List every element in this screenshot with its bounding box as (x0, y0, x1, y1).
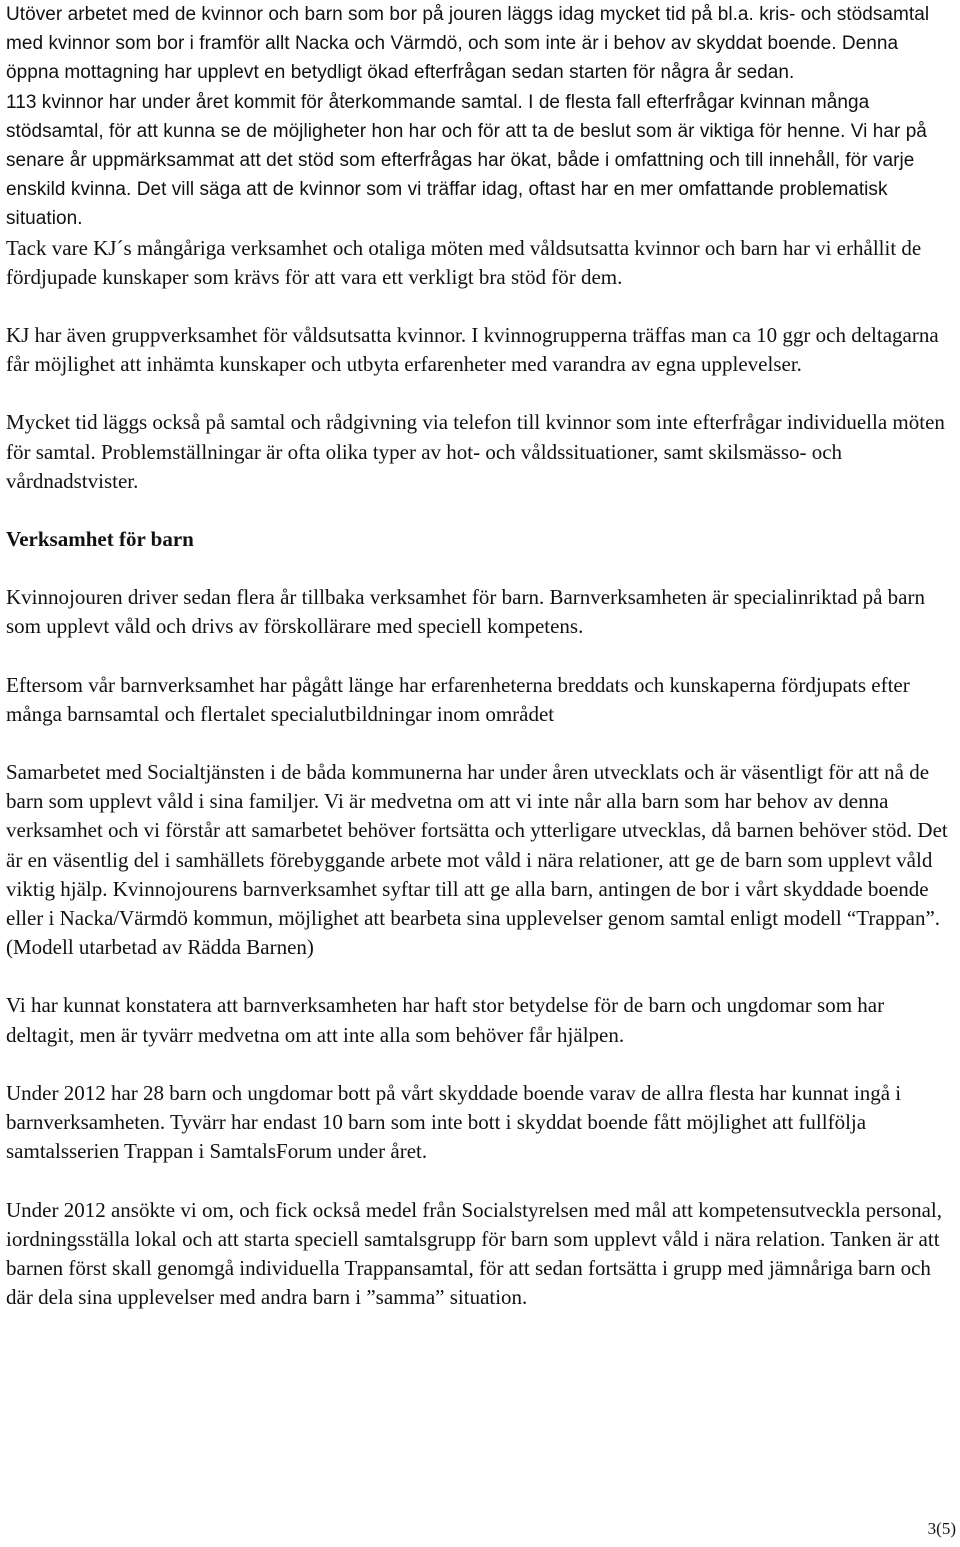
paragraph-samarbete-socialtjansten: Samarbetet med Socialtjänsten i de båda kommunerna har under åren utvecklats och är väsentligt för att nå de barn som upplevt våld i sina familjer. Vi är medvetna om att vi inte når alla barn som har behov av denna verksamhet och vi förstår att samarbetet behöver fortsätta och ytterligare utvecklas, då barnen behöver stöd. Det är en väsentlig del i samhällets förebyggande arbete mot våld i nära relationer, att ge de barn som upplevt våld viktig hjälp. Kvinnojourens barnverksamhet syftar till att ge alla barn, antingen de bor i vårt skyddade boende eller i Nacka/Värmdö kommun, möjlighet att bearbeta sina upplevelser genom samtal enligt modell “Trappan”. (Modell utarbetad av Rädda Barnen) (6, 760, 948, 960)
paragraph-2012-barn: Under 2012 har 28 barn och ungdomar bott på vårt skyddade boende varav de allra flesta har kunnat ingå i barnverksamheten. Tyvärr har endast 10 barn som inte bott i skyddat boende fått möjlighet att fullfölja samtalsserien Trappan i SamtalsForum under året. (6, 1080, 902, 1164)
paragraph-telefonradgivning: Mycket tid läggs också på samtal och rådgivning via telefon till kvinnor som inte efterfrågar individuella möten för samtal. Problemställningar är ofta olika typer av hot- och våldssituationer, samt skilsmässo- och vårdnadstvister. (6, 410, 945, 493)
paragraph-barnverksamhet-intro: Kvinnojouren driver sedan flera år tillbaka verksamhet för barn. Barnverksamheten är specialinriktad på barn som upplevt våld och drivs av förskollärare med speciell kompetens. (6, 585, 925, 639)
paragraph-aterkommande-samtal: 113 kvinnor har under året kommit för återkommande samtal. I de flesta fall efterfrågar kvinnan många stödsamtal, för att kunna se de möjligheter hon har och för att ta de beslut som är viktiga för henne. Vi har på senare år uppmärksammat att det stöd som efterfrågas har ökat, både i omfattning och till innehåll, för varje enskild kvinna. Det vill säga att de kvinnor som vi träffar idag, oftast har en mer omfattande problematisk situation. (6, 91, 927, 230)
section-heading-barn: Verksamhet för barn (6, 527, 194, 552)
paragraph-2012-ansokan: Under 2012 ansökte vi om, och fick också medel från Socialstyrelsen med mål att kompetensutveckla personal, iordningsställa lokal och att starta speciell samtalsgrupp för barn som upplevt våld i nära relation. Tanken är att barnen först skall genomgå individuella Trappansamtal, för att sedan fortsätta i grupp med jämnåriga barn och där dela sina upplevelser med andra barn i ”samma” situation. (6, 1197, 942, 1310)
page-number: 3(5) (927, 1519, 956, 1538)
paragraph-gruppverksamhet: KJ har även gruppverksamhet för våldsutsatta kvinnor. I kvinnogrupperna träffas man ca 10 ggr och deltagarna får möjlighet att inhämta kunskaper och utbyta erfarenheter med varandra av egna upplevelser. (6, 323, 939, 377)
paragraph-kj-verksamhet: Tack vare KJ´s mångåriga verksamhet och otaliga möten med våldsutsatta kvinnor och barn har vi erhållit de fördjupade kunskaper som krävs för att vara ett verkligt bra stöd för dem. (6, 235, 922, 289)
paragraph-betydelse: Vi har kunnat konstatera att barnverksamheten har haft stor betydelse för de barn och ungdomar som har deltagit, men är tyvärr medvetna om att inte alla som behöver får hjälpen. (6, 993, 885, 1047)
paragraph-kris-stodsamtal: Utöver arbetet med de kvinnor och barn som bor på jouren läggs idag mycket tid på bl.a. kris- och stödsamtal med kvinnor som bor i framför allt Nacka och Värmdö, och som inte är i behov av skyddat boende. Denna öppna mottagning har upplevt en betydligt ökad efterfrågan sedan starten för några år sedan. (6, 4, 930, 84)
paragraph-erfarenheter: Eftersom vår barnverksamhet har pågått länge har erfarenheterna breddats och kunskaperna fördjupats efter många barnsamtal och flertalet specialutbildningar inom området (6, 672, 910, 726)
